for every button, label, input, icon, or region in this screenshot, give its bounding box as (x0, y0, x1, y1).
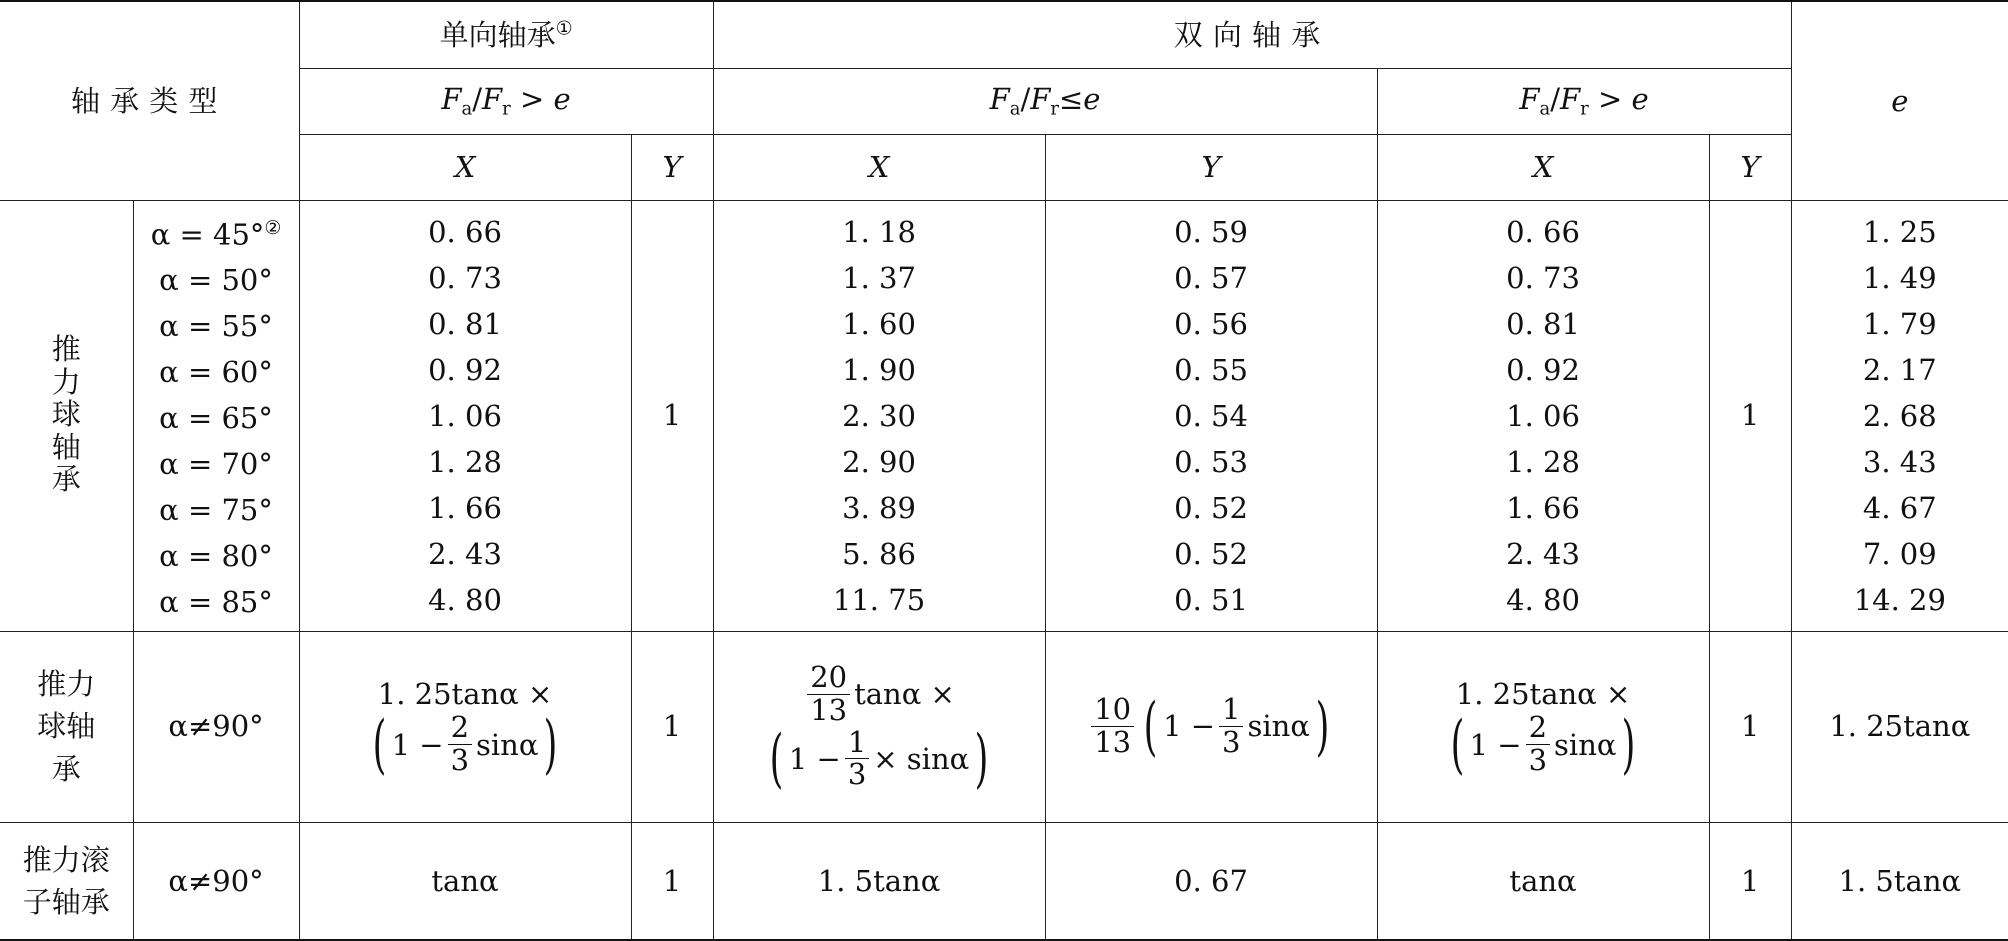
single-cond-gt: $F_a/F_r > e$ (299, 68, 713, 134)
x-header-1: X (299, 134, 631, 200)
roller-x3: tanα (1377, 822, 1709, 940)
double-x-gt-value: 0. 73 (1506, 260, 1580, 295)
roller-y1: 1 (631, 822, 713, 940)
double-x-gt-value: 1. 28 (1506, 444, 1580, 479)
double-y-le-column (1045, 200, 1377, 631)
formula-top: 1. 25tanα × (1455, 676, 1631, 711)
double-x-le-value: 11. 75 (832, 582, 926, 617)
e-value: 14. 29 (1853, 582, 1946, 617)
e-value: 1. 25 (1862, 214, 1937, 249)
ball-general-x3 (1377, 631, 1709, 822)
footnote-marker-2: ② (264, 217, 282, 239)
e-column (1791, 200, 2008, 631)
single-x-value: 0. 92 (428, 352, 502, 387)
angle-column (133, 200, 299, 631)
single-x-value: 1. 06 (428, 398, 502, 433)
double-x-gt-value: 0. 81 (1506, 306, 1580, 341)
ball-general-y2 (1045, 631, 1377, 822)
angle-value: α = 45°② (150, 217, 282, 252)
angle-value: α = 50° (159, 263, 273, 298)
ball-general-e: 1. 25tanα (1791, 631, 2008, 822)
formula: $\frac{10}{13}$ ( 1 − $\frac{1}{3}$ sinα ) (1046, 694, 1377, 759)
single-direction-header (299, 1, 713, 68)
angle-value: α = 65° (159, 401, 273, 436)
double-y-le-value: 0. 56 (1174, 306, 1248, 341)
double-x-le-value: 5. 86 (842, 536, 916, 571)
header-row-3 (0, 134, 2008, 200)
bearing-type-label: 轴承类型 (70, 83, 228, 118)
y-header-2: Y (1045, 134, 1377, 200)
single-x-value: 0. 73 (428, 260, 502, 295)
double-x-le-value: 2. 90 (842, 444, 916, 479)
angle-rows (0, 200, 2008, 631)
ball-group-label (0, 200, 133, 631)
double-x-gt-value: 1. 66 (1506, 490, 1580, 525)
angle-value: α = 85° (159, 585, 273, 620)
roller-e: 1. 5tanα (1791, 822, 2008, 940)
ball-general-text: 推力球轴承 (37, 667, 96, 786)
ball-general-label (0, 631, 133, 822)
double-x-gt-value: 1. 06 (1506, 398, 1580, 433)
double-x-gt-value: 0. 92 (1506, 352, 1580, 387)
formula-bottom: ( 1 − $\frac{1}{3}$ × sinα ) (769, 721, 989, 796)
roller-angle: α≠90° (133, 822, 299, 940)
double-y-le-value: 0. 57 (1174, 260, 1248, 295)
roller-y3: 1 (1709, 822, 1791, 940)
double-cond-le: $F_a/F_r\le e$ (713, 68, 1377, 134)
double-y-le-value: 0. 59 (1174, 214, 1248, 249)
x-header-3: X (1377, 134, 1709, 200)
e-value: 1. 79 (1862, 306, 1937, 341)
single-direction-label: 单向轴承 (439, 17, 556, 52)
bearing-type-header (0, 1, 299, 200)
roller-label (0, 822, 133, 940)
double-direction-header (713, 1, 1791, 68)
formula-bottom: ( 1 − $\frac{2}{3}$ sinα ) (372, 707, 558, 782)
double-x-le-column (713, 200, 1045, 631)
x-header-2: X (713, 134, 1045, 200)
double-x-le-value: 1. 90 (842, 352, 916, 387)
ball-general-row (0, 631, 2008, 822)
double-x-gt-value: 4. 80 (1506, 582, 1580, 617)
double-y-le-value: 0. 52 (1174, 536, 1248, 571)
e-value: 2. 68 (1862, 398, 1937, 433)
formula-bottom: ( 1 − $\frac{2}{3}$ sinα ) (1450, 707, 1636, 782)
double-x-le-value: 2. 30 (842, 398, 916, 433)
roller-row (0, 822, 2008, 940)
e-value: 4. 67 (1862, 490, 1937, 525)
e-value: 1. 49 (1862, 260, 1937, 295)
y-header-3: Y (1709, 134, 1791, 200)
single-x-value: 1. 66 (428, 490, 502, 525)
single-x-value: 0. 66 (428, 214, 502, 249)
single-x-value: 2. 43 (428, 536, 502, 571)
single-x-value: 4. 80 (428, 582, 502, 617)
formula-top: 1. 25tanα × (377, 676, 553, 711)
ball-general-x1 (299, 631, 631, 822)
roller-y2: 0. 67 (1045, 822, 1377, 940)
header-row-2 (0, 68, 2008, 134)
angle-value: α = 80° (159, 539, 273, 574)
e-header-label: e (1891, 83, 1909, 118)
header-row-1 (0, 1, 2008, 68)
double-x-gt-value: 0. 66 (1506, 214, 1580, 249)
ball-group-text: 推力球轴承 (51, 332, 81, 497)
angle-value: α = 75° (159, 493, 273, 528)
y-header-1: Y (631, 134, 713, 200)
double-y-le-value: 0. 55 (1174, 352, 1248, 387)
double-cond-gt: $F_a/F_r > e$ (1377, 68, 1791, 134)
ball-general-y3: 1 (1709, 631, 1791, 822)
footnote-marker-1: ① (555, 18, 573, 40)
ball-general-x2 (713, 631, 1045, 822)
e-value: 3. 43 (1862, 444, 1937, 479)
angle-value: α = 70° (159, 447, 273, 482)
roller-x2: 1. 5tanα (713, 822, 1045, 940)
double-x-gt-value: 2. 43 (1506, 536, 1580, 571)
double-x-gt-column (1377, 200, 1709, 631)
double-x-le-value: 3. 89 (842, 490, 916, 525)
formula-top: $\frac{20}{13}$ tanα × (714, 662, 1045, 727)
angle-value: α = 60° (159, 355, 273, 390)
double-y-le-value: 0. 54 (1174, 398, 1248, 433)
e-header (1791, 1, 2008, 200)
double-y-le-value: 0. 51 (1174, 582, 1248, 617)
double-direction-label: 双向轴承 (1173, 17, 1331, 52)
double-y-gt-merged: 1 (1709, 200, 1791, 631)
ball-general-angle: α≠90° (133, 631, 299, 822)
double-y-le-value: 0. 52 (1174, 490, 1248, 525)
single-y-merged: 1 (631, 200, 713, 631)
double-x-le-value: 1. 18 (842, 214, 916, 249)
single-x-value: 1. 28 (428, 444, 502, 479)
single-x-value: 0. 81 (428, 306, 502, 341)
angle-value: α = 55° (159, 309, 273, 344)
single-x-column (299, 200, 631, 631)
double-x-le-value: 1. 60 (842, 306, 916, 341)
e-value: 7. 09 (1862, 536, 1937, 571)
roller-x1: tanα (299, 822, 631, 940)
roller-text: 推力滚子轴承 (22, 842, 110, 919)
e-value: 2. 17 (1862, 352, 1937, 387)
double-x-le-value: 1. 37 (842, 260, 916, 295)
double-y-le-value: 0. 53 (1174, 444, 1248, 479)
ball-general-y1: 1 (631, 631, 713, 822)
